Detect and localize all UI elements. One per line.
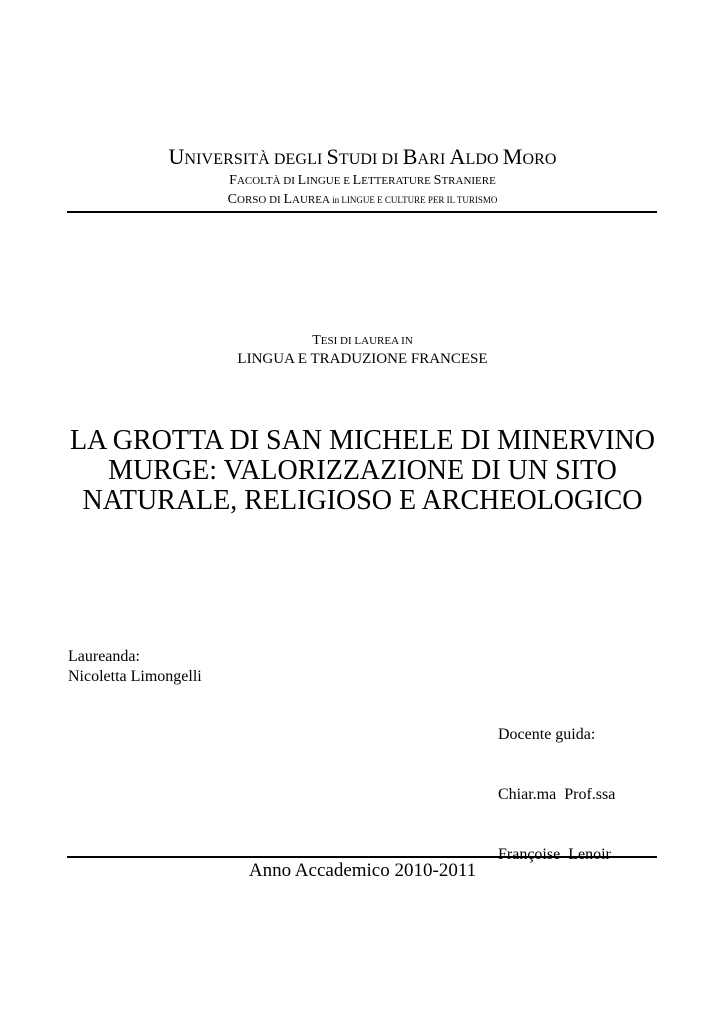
university-text-2: TUDI DI [338, 151, 403, 168]
university-initial-5: M [502, 144, 523, 169]
faculty-initial-3: L [352, 173, 362, 188]
university-text-3: ARI [417, 151, 450, 168]
advisor-label: Docente guida: [498, 726, 596, 743]
course-text-2: AUREA [292, 194, 330, 206]
course-connector: in [329, 195, 342, 205]
candidate-block [68, 647, 202, 687]
university-name [0, 144, 725, 173]
thesis-title-line-1: LA GROTTA DI SAN MICHELE DI MINERVINO [69, 425, 656, 456]
candidate-label: Laureanda: [68, 648, 140, 665]
faculty-name [0, 172, 725, 189]
university-text-5: ORO [522, 151, 557, 168]
footer-divider [67, 856, 657, 858]
thesis-title-line-2: MURGE: VALORIZZAZIONE DI UN SITO [108, 455, 617, 486]
faculty-text-4: TRANIERE [441, 175, 496, 187]
university-initial-2: S [326, 144, 339, 169]
faculty-text-2: INGUE E [306, 175, 353, 187]
academic-year [0, 860, 725, 882]
faculty-initial-4: S [433, 173, 442, 188]
course-initial-2: L [283, 192, 293, 207]
thesis-title-line-3: NATURALE, RELIGIOSO E ARCHEOLOGICO [82, 485, 643, 516]
course-initial-1: C [227, 192, 237, 207]
thesis-type-initial: T [312, 333, 321, 348]
thesis-type [0, 332, 725, 349]
university-text-1: NIVERSITÀ DEGLI [184, 151, 327, 168]
advisor-name: Françoise Lenoir [498, 846, 611, 863]
faculty-initial-2: L [297, 173, 307, 188]
faculty-text-1: ACOLTÀ DI [236, 175, 298, 187]
university-initial-4: A [449, 144, 466, 169]
university-initial-1: U [168, 144, 185, 169]
advisor-block [498, 685, 615, 885]
candidate-name: Nicoletta Limongelli [68, 668, 202, 685]
thesis-type-text: ESI DI LAUREA IN [320, 335, 413, 347]
academic-year-value: 2010-2011 [394, 860, 477, 881]
faculty-initial-1: F [229, 173, 237, 188]
degree-course [0, 191, 725, 208]
university-initial-3: B [402, 144, 418, 169]
university-text-4: LDO [465, 151, 503, 168]
course-text-1: ORSO DI [237, 194, 284, 206]
advisor-title: Chiar.ma Prof.ssa [498, 786, 616, 803]
course-program: LINGUE E CULTURE PER IL TURISMO [341, 195, 498, 205]
thesis-subject: LINGUA E TRADUZIONE FRANCESE [237, 351, 488, 367]
faculty-text-3: ETTERATURE [361, 175, 434, 187]
thesis-title [0, 426, 725, 516]
header-divider [67, 211, 657, 213]
academic-year-label: Anno Accademico [248, 860, 390, 881]
